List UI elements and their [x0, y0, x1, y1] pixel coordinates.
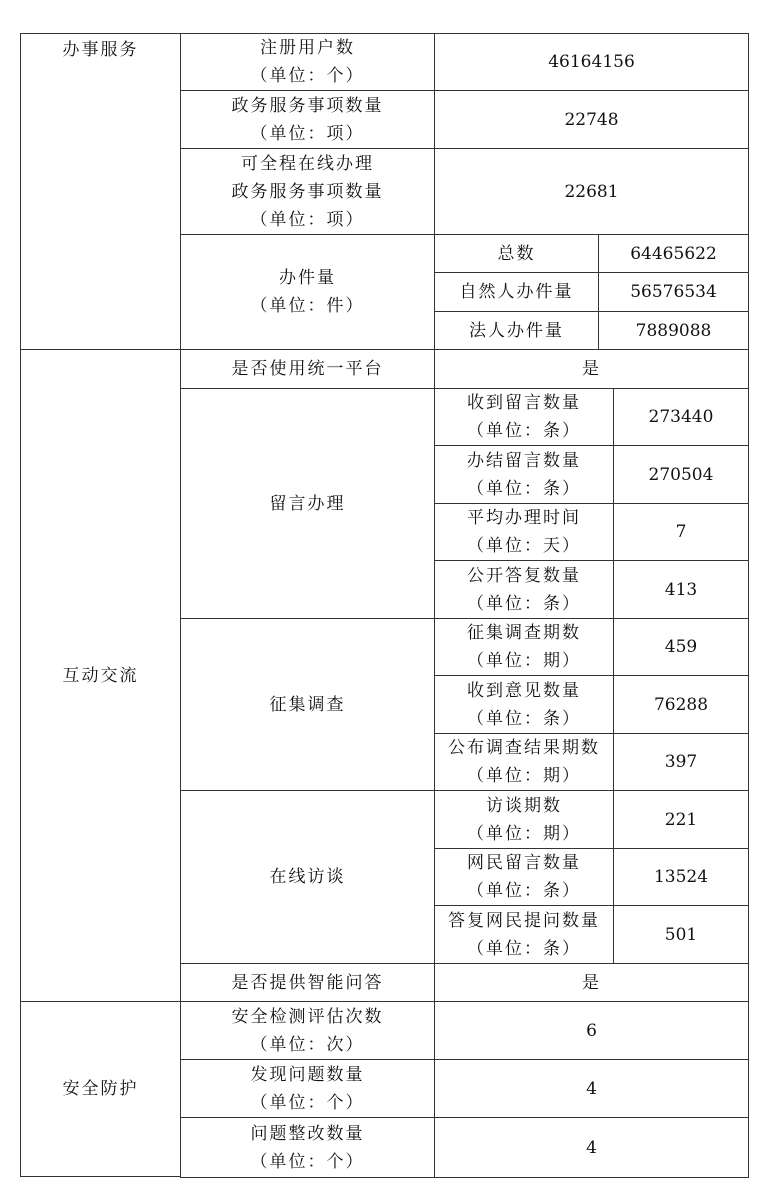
- unit: （单位：条）: [467, 593, 581, 614]
- interview-label: 在线访谈: [180, 790, 435, 964]
- survey-row-value: 459: [613, 618, 749, 676]
- section-interaction: [20, 349, 181, 1002]
- label: 收到意见数量: [467, 680, 581, 701]
- section-service: [20, 33, 181, 350]
- unit: （单位：条）: [467, 938, 581, 959]
- registered-users-label: [180, 33, 435, 91]
- cases-label: [180, 234, 435, 350]
- label: 网民留言数量: [467, 853, 581, 873]
- survey-row-value: 76288: [613, 675, 749, 734]
- unit: （单位：条）: [467, 421, 581, 441]
- items-value: 22748: [434, 90, 749, 149]
- unit: （单位：项）: [250, 123, 365, 144]
- unit: （单位：期）: [467, 823, 581, 844]
- label: 收到留言数量: [467, 393, 581, 413]
- registered-users-value: 46164156: [434, 33, 749, 91]
- interview-row-label: [434, 790, 614, 849]
- interview-row-label: [434, 848, 614, 906]
- section-security: [20, 1001, 181, 1177]
- survey-row-label: [434, 618, 614, 676]
- unit: （单位：个）: [250, 66, 365, 86]
- unit: （单位：期）: [467, 766, 581, 786]
- messages-row-label: [434, 445, 614, 504]
- cases-row-label: 法人办件量: [434, 311, 599, 350]
- online-items-value: 22681: [434, 148, 749, 235]
- unified-platform-label: 是否使用统一平台: [180, 349, 435, 389]
- smart-qa-value: 是: [434, 963, 749, 1002]
- cases-row-label: 总数: [434, 234, 599, 273]
- messages-row-value: 270504: [613, 445, 749, 504]
- survey-row-value: 397: [613, 733, 749, 791]
- security-row-value: 4: [434, 1059, 749, 1118]
- label: 公开答复数量: [467, 565, 581, 586]
- interview-row-value: 501: [613, 905, 749, 964]
- messages-row-label: [434, 503, 614, 561]
- security-row-label: [180, 1001, 435, 1060]
- survey-row-label: [434, 733, 614, 791]
- messages-row-value: 7: [613, 503, 749, 561]
- messages-row-value: 273440: [613, 388, 749, 446]
- unit: （单位：项）: [250, 209, 365, 230]
- cases-row-value: 56576534: [598, 272, 749, 312]
- online-items-label: [180, 148, 435, 235]
- unit: （单位：次）: [250, 1034, 365, 1055]
- interview-row-value: 13524: [613, 848, 749, 906]
- unit: （单位：个）: [250, 1092, 365, 1113]
- label: 办结留言数量: [467, 450, 581, 471]
- security-row-label: [180, 1059, 435, 1118]
- messages-row-label: [434, 388, 614, 446]
- interview-row-label: [434, 905, 614, 964]
- unit: （单位：件）: [250, 296, 365, 316]
- messages-row-value: 413: [613, 560, 749, 619]
- cases-row-value: 64465622: [598, 234, 749, 273]
- unified-platform-value: 是: [434, 349, 749, 389]
- unit: （单位：天）: [467, 536, 581, 556]
- label: 安全检测评估次数: [231, 1006, 384, 1027]
- unit: （单位：条）: [467, 881, 581, 901]
- unit: （单位：期）: [467, 651, 581, 671]
- label: 政务服务事项数量: [231, 95, 384, 116]
- label: 平均办理时间: [467, 508, 581, 528]
- section-label: 办事服务: [62, 40, 139, 60]
- items-label: [180, 90, 435, 149]
- label: 征集调查期数: [467, 623, 581, 643]
- unit: （单位：条）: [467, 478, 581, 499]
- label: 办件量: [279, 268, 336, 288]
- label: 注册用户数: [260, 38, 355, 58]
- label: 问题整改数量: [250, 1123, 365, 1144]
- survey-row-label: [434, 675, 614, 734]
- security-row-label: [180, 1117, 435, 1178]
- interview-row-value: 221: [613, 790, 749, 849]
- label: 答复网民提问数量: [448, 910, 600, 931]
- security-row-value: 4: [434, 1117, 749, 1178]
- messages-row-label: [434, 560, 614, 619]
- survey-label: 征集调查: [180, 618, 435, 791]
- section-label: 安全防护: [62, 1079, 139, 1099]
- smart-qa-label: 是否提供智能问答: [180, 963, 435, 1002]
- unit: （单位：个）: [250, 1151, 365, 1172]
- cases-row-value: 7889088: [598, 311, 749, 350]
- label: 访谈期数: [486, 795, 562, 816]
- label: 可全程在线办理: [241, 153, 374, 174]
- security-row-value: 6: [434, 1001, 749, 1060]
- unit: （单位：条）: [467, 708, 581, 729]
- messages-label: 留言办理: [180, 388, 435, 619]
- label: 公布调查结果期数: [448, 738, 600, 758]
- section-label: 互动交流: [62, 665, 139, 686]
- label: 政务服务事项数量: [231, 181, 384, 202]
- cases-row-label: 自然人办件量: [434, 272, 599, 312]
- label: 发现问题数量: [250, 1064, 365, 1085]
